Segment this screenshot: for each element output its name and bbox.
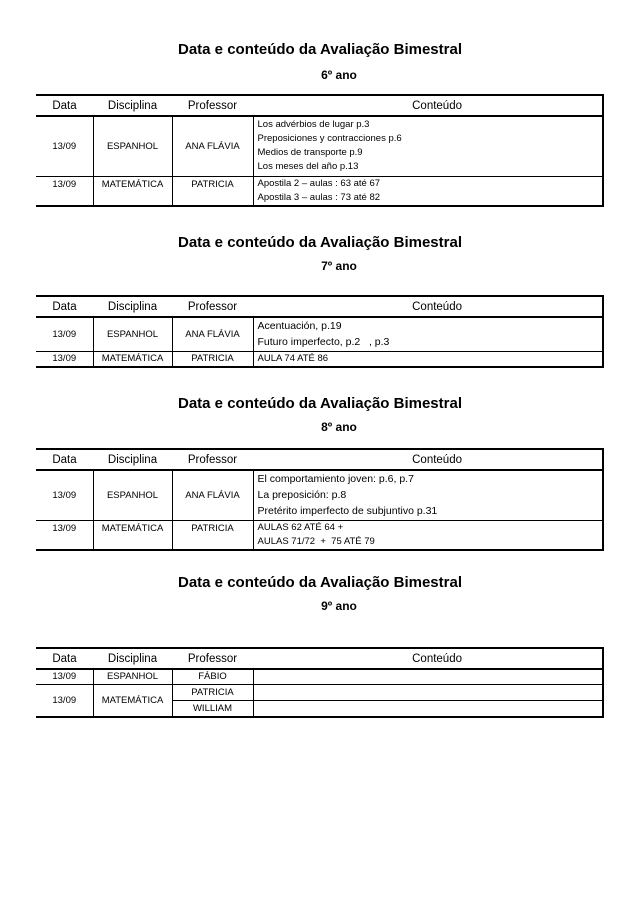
header-professor: Professor (172, 95, 253, 116)
cell-professor (172, 684, 253, 717)
section-grade: 8º ano (321, 420, 357, 434)
header-conteudo: Conteúdo (253, 95, 603, 116)
cell-professor: PATRICIA (172, 351, 253, 367)
cell-data: 13/09 (36, 351, 93, 367)
section-title: Data e conteúdo da Avaliação Bimestral (178, 395, 462, 412)
header-disciplina: Disciplina (93, 648, 172, 669)
cell-data: 13/09 (36, 520, 93, 550)
cell-conteudo (253, 684, 603, 717)
table-row (36, 176, 603, 206)
header-disciplina: Disciplina (93, 296, 172, 317)
cell-conteudo (253, 520, 603, 550)
header-conteudo: Conteúdo (253, 296, 603, 317)
cell-disciplina: ESPANHOL (93, 470, 172, 520)
conteudo-line: Apostila 2 – aulas : 63 até 67 (257, 177, 381, 189)
section-grade: 9º ano (321, 599, 357, 613)
cell-conteudo (253, 470, 603, 520)
conteudo-line: AULA 74 ATÉ 86 (257, 352, 329, 364)
cell-data: 13/09 (36, 317, 93, 351)
cell-professor: FÁBIO (172, 669, 253, 684)
cell-data: 13/09 (36, 669, 93, 684)
cell-professor: PATRICIA (172, 176, 253, 206)
cell-disciplina: ESPANHOL (93, 317, 172, 351)
schedule-table (36, 647, 604, 718)
conteudo-line: Futuro imperfecto, p.2 , p.3 (257, 336, 390, 349)
conteudo-line: Medios de transporte p.9 (257, 147, 363, 159)
conteudo-line: Los advérbios de lugar p.3 (257, 119, 370, 131)
cell-data: 13/09 (36, 684, 93, 717)
cell-conteudo (253, 317, 603, 351)
header-data: Data (36, 296, 93, 317)
table-row (36, 669, 603, 684)
table-row (36, 351, 603, 367)
conteudo-line: Apostila 3 – aulas : 73 até 82 (257, 191, 381, 203)
table-header-row (36, 648, 603, 669)
section-grade: 6º ano (321, 68, 357, 82)
header-data: Data (36, 95, 93, 116)
section-title: Data e conteúdo da Avaliação Bimestral (178, 41, 462, 58)
header-professor: Professor (172, 449, 253, 470)
table-row (36, 116, 603, 176)
cell-professor: ANA FLÁVIA (172, 317, 253, 351)
header-professor: Professor (172, 296, 253, 317)
conteudo-line: AULAS 62 ATÉ 64 + (257, 521, 344, 533)
cell-conteudo (253, 176, 603, 206)
schedule-table (36, 295, 604, 368)
cell-conteudo (253, 669, 603, 684)
conteudo-line: La preposición: p.8 (257, 489, 347, 502)
cell-disciplina: MATEMÁTICA (93, 684, 172, 717)
conteudo-line: El comportamiento joven: p.6, p.7 (257, 473, 414, 486)
header-professor: Professor (172, 648, 253, 669)
section-title: Data e conteúdo da Avaliação Bimestral (178, 574, 462, 591)
cell-disciplina: ESPANHOL (93, 116, 172, 176)
cell-data: 13/09 (36, 176, 93, 206)
cell-conteudo (253, 351, 603, 367)
cell-disciplina: ESPANHOL (93, 669, 172, 684)
professor-name: PATRICIA (191, 686, 234, 698)
header-conteudo: Conteúdo (253, 449, 603, 470)
cell-disciplina: MATEMÁTICA (93, 351, 172, 367)
table-row (36, 684, 603, 717)
header-disciplina: Disciplina (93, 95, 172, 116)
table-row (36, 520, 603, 550)
cell-professor: ANA FLÁVIA (172, 470, 253, 520)
professor-stack (173, 685, 253, 716)
cell-data: 13/09 (36, 470, 93, 520)
conteudo-line: Acentuación, p.19 (257, 320, 342, 333)
conteudo-line: Preposiciones y contracciones p.6 (257, 133, 402, 145)
section-title: Data e conteúdo da Avaliação Bimestral (178, 234, 462, 251)
cell-disciplina: MATEMÁTICA (93, 520, 172, 550)
table-header-row (36, 95, 603, 116)
cell-professor: ANA FLÁVIA (172, 116, 253, 176)
header-data: Data (36, 648, 93, 669)
conteudo-line: Los meses del año p.13 (257, 161, 359, 173)
conteudo-line: AULAS 71/72 + 75 ATÉ 79 (257, 535, 375, 547)
table-header-row (36, 296, 603, 317)
professor-name: WILLIAM (173, 700, 253, 716)
conteudo-line: Pretérito imperfecto de subjuntivo p.31 (257, 505, 438, 518)
table-row (36, 317, 603, 351)
cell-conteudo (253, 116, 603, 176)
schedule-table (36, 94, 604, 207)
header-data: Data (36, 449, 93, 470)
cell-data: 13/09 (36, 116, 93, 176)
cell-professor: PATRICIA (172, 520, 253, 550)
schedule-table (36, 448, 604, 551)
header-disciplina: Disciplina (93, 449, 172, 470)
section-grade: 7º ano (321, 259, 357, 273)
table-header-row (36, 449, 603, 470)
cell-disciplina: MATEMÁTICA (93, 176, 172, 206)
header-conteudo: Conteúdo (253, 648, 603, 669)
table-row (36, 470, 603, 520)
